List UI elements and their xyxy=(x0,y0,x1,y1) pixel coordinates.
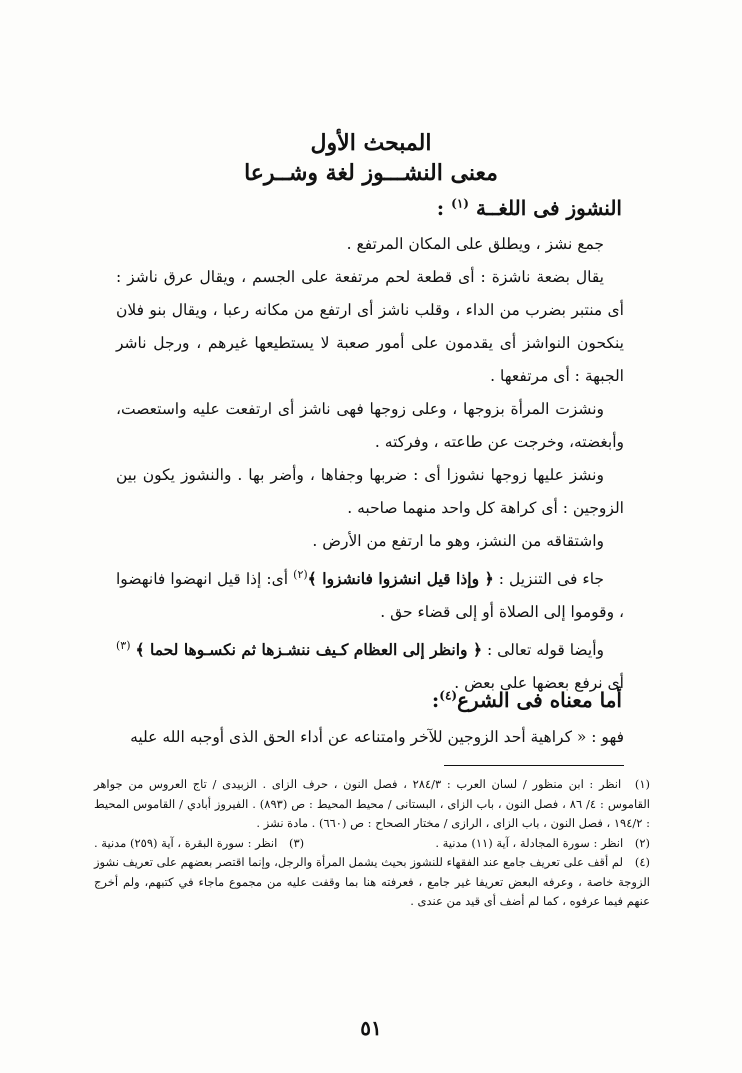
footnote-divider xyxy=(444,765,624,766)
footnote-ref-4: (٤) xyxy=(439,688,458,703)
paragraph-6 xyxy=(116,558,624,629)
footnote-3-text: انظر : سورة البقرة ، آية (٢٥٩) مدنية . xyxy=(94,835,278,850)
paragraph-4: ونشز عليها زوجها نشوزا أى : ضربها وجفاها ، وأضر بها . والنشوز يكون بين الزوجين : أى كراهة كل واحد منهما صاحبه . xyxy=(116,466,624,517)
paragraph-2: يقال بضعة ناشزة : أى قطعة لحم مرتفعة على الجسم ، ويقال عرق ناشز : أى منتبر بضرب من الداء ، وقلب ناشز أى ارتفع من مكانه رعبا ، ويقال بنو فلان ينكحون النواشز أى يقدمون على أمور صعبة لا يستطيعها غيرهم ، ورجل ناشر الجبهة : أى مرتفعها . xyxy=(116,268,624,385)
quran-quote-2: ﴿ وانظر إلى العظام كـيف ننشـزها ثم نكسـوها لحما ﴾ xyxy=(135,640,483,660)
footnote-2-number: (٢) xyxy=(634,835,650,850)
section-heading-lugha-text: النشوز فى اللغــة xyxy=(475,196,622,220)
footnotes xyxy=(94,775,650,912)
footnote-4 xyxy=(94,853,650,912)
section-heading-shar xyxy=(432,688,622,712)
section-heading-shar-text: أما معناه فى الشرع xyxy=(457,688,622,712)
chapter-title-line1: المبحث الأول xyxy=(310,130,432,156)
paragraph-1: جمع نشز ، ويطلق على المكان المرتفع . xyxy=(346,235,604,253)
quran-quote-1: ﴿ وإذا قيل انشزوا فانشزوا ﴾ xyxy=(307,569,494,589)
footnote-3-number: (٣) xyxy=(288,835,305,850)
footnote-ref-2: (٢) xyxy=(293,568,308,581)
paragraph-7-intro: وأيضا قوله تعالى : xyxy=(487,641,604,660)
footnote-3 xyxy=(94,834,304,854)
footnote-4-text: لم أقف على تعريف جامع عند الفقهاء للنشوز بحيث يشمل المرأة والرجل، وإنما اقتصر بعضهم على تعريف نشوز الزوجة خاصة ، وعرفه البعض تعريفا غير جامع ، فعرفته هنا بما وقفت عليه من مجموع ماجاء في كتبهم، ولم أخرج عنهم فيما عرفوه ، كما لم أضف أى قيد من عندى . xyxy=(94,855,650,908)
paragraph-7-rest: أى نرفع بعضها على بعض . xyxy=(454,674,624,693)
chapter-title xyxy=(0,128,742,188)
footnote-1 xyxy=(94,775,650,834)
section-heading-lugha xyxy=(437,196,622,220)
chapter-title-line2: معنى النشـــوز لغة وشــرعا xyxy=(244,160,498,186)
footnote-1-text: انظر : ابن منظور / لسان العرب : ٢٨٤/٣ ، فصل النون ، حرف الزاى . الزبيدى / تاج العروس من جواهر القاموس : ٤/ ٨٦ ، فصل النون ، باب الزاى ، البستانى / محيط المحيط : ص (٨٩٣) . الفيروز أبادي / القاموس المحيط : ١٩٤/٢ ، فصل النون ، باب الزاى ، الرازى / مختار الصحاح : ص (٦٦٠) . مادة نشز . xyxy=(94,777,650,830)
body-text xyxy=(116,228,624,703)
paragraph-3: ونشزت المرأة بزوجها ، وعلى زوجها فهى ناشز أى ارتفعت عليه واستعصت، وأبغضته، وخرجت عن طاعته ، وفركته . xyxy=(116,400,624,451)
footnote-2 xyxy=(435,834,650,854)
paragraph-6-rest: أى: إذا قيل انهضوا فانهضوا ، وقوموا إلى الصلاة أو إلى قضاء حق . xyxy=(116,570,624,622)
definition-paragraph: فهو : « كراهية أحد الزوجين للآخر وامتناعه عن أداء الحق الذى أوجبه الله عليه xyxy=(130,728,624,746)
footnote-1-number: (١) xyxy=(634,777,651,791)
section-heading-shar-colon: : xyxy=(431,688,440,712)
footnote-4-number: (٤) xyxy=(634,855,651,869)
footnote-row-2-3 xyxy=(94,834,650,854)
paragraph-6-intro: جاء فى التنزيل : xyxy=(498,570,604,589)
footnote-ref-3: (٣) xyxy=(116,639,131,653)
footnote-ref-1: (١) xyxy=(451,196,469,211)
section-heading-colon: : xyxy=(436,196,445,220)
paragraph-5: واشتقاقه من النشز، وهو ما ارتفع من الأرض . xyxy=(312,532,604,550)
definition-text xyxy=(116,722,624,752)
footnote-2-text: انظر : سورة المجادلة ، آية (١١) مدنية . xyxy=(435,835,624,850)
page-number: ٥١ xyxy=(360,1016,382,1040)
